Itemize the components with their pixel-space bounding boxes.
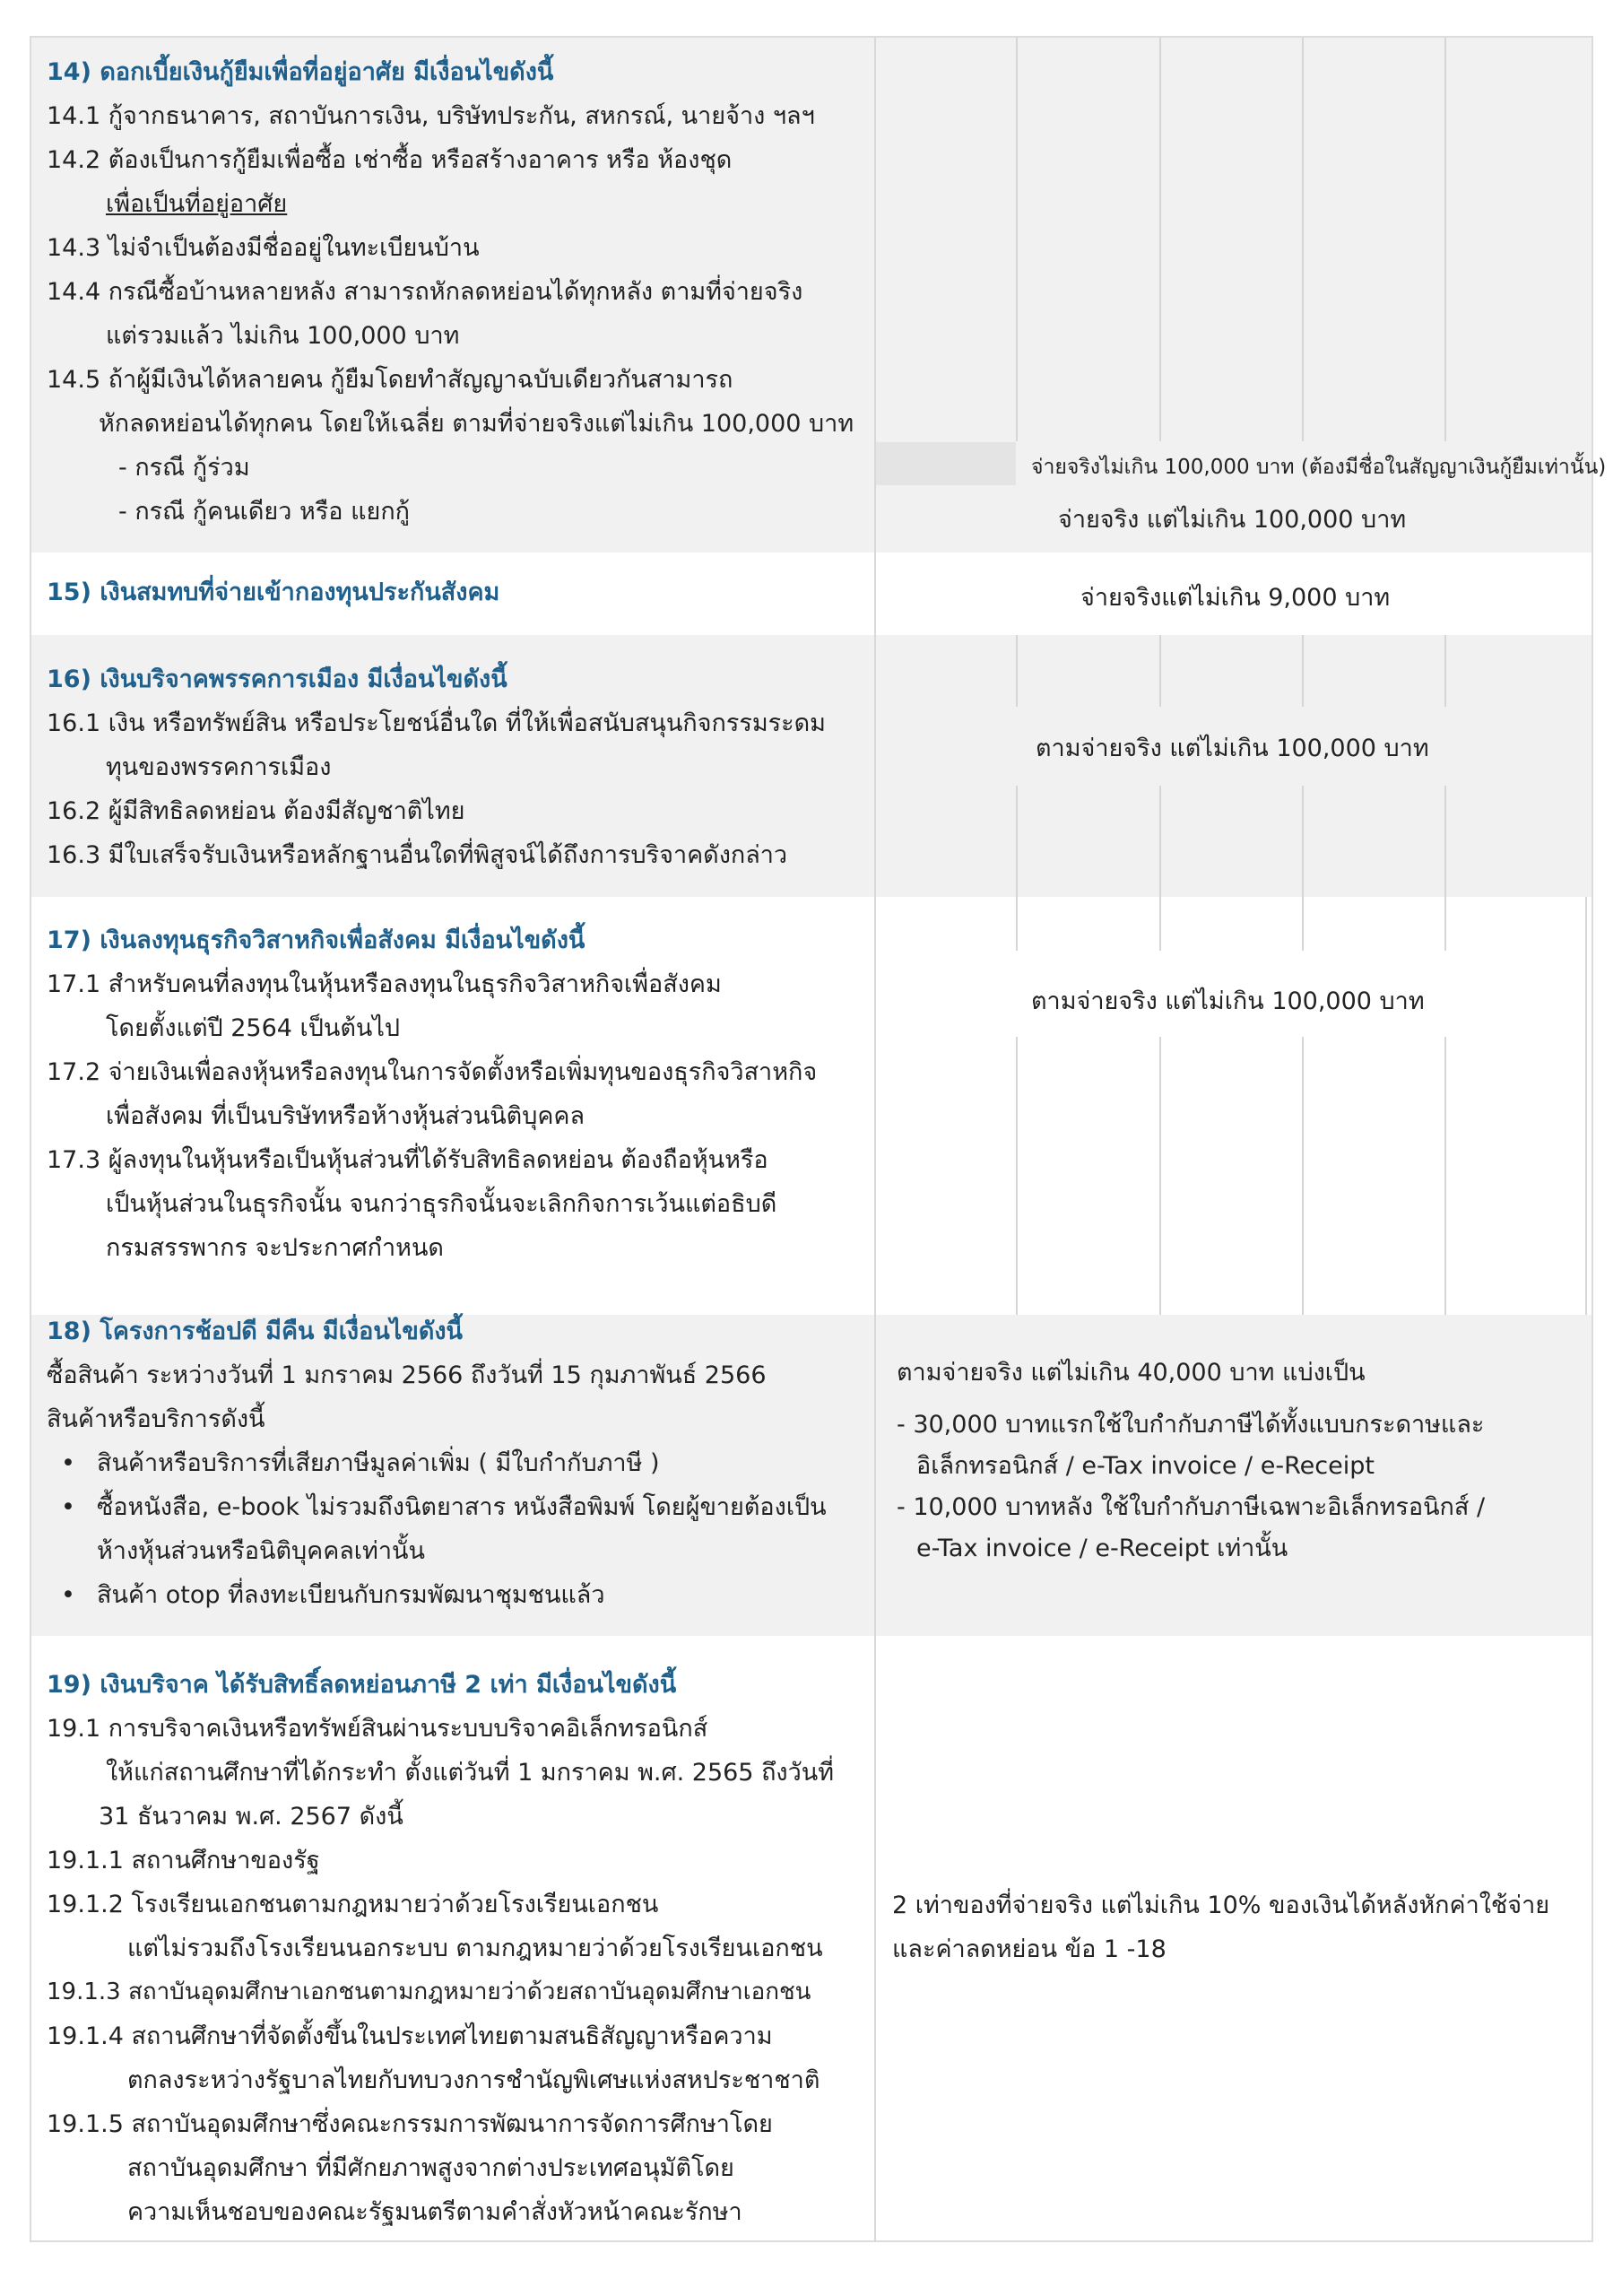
section-17-title: 17) เงินลงทุนธุรกิจวิสาหกิจเพื่อสังคม มีเงื่อนไขดังนี้ bbox=[47, 926, 585, 954]
item-18-period: ซื้อสินค้า ระหว่างวันที่ 1 มกราคม 2566 ถึงวันที่ 15 กุมภาพันธ์ 2566 bbox=[47, 1361, 767, 1389]
grid-line bbox=[1444, 38, 1446, 441]
section-18-value-second: - 10,000 บาทหลัง ใช้ใบกำกับภาษีเฉพาะอิเล็กทรอนิกส์ / bbox=[897, 1493, 1486, 1521]
item-19-1-cont: ให้แก่สถานศึกษาที่ได้กระทำ ตั้งแต่วันที่ 1 มกราคม พ.ศ. 2565 ถึงวันที่ bbox=[106, 1759, 835, 1787]
grid-line bbox=[1016, 38, 1018, 441]
item-19-1-3: 19.1.3 สถาบันอุดมศึกษาเอกชนตามกฎหมายว่าด้วยสถาบันอุดมศึกษาเอกชน bbox=[47, 1979, 811, 2005]
section-19-title: 19) เงินบริจาค ได้รับสิทธิ์ลดหย่อนภาษี 2 เท่า มีเงื่อนไขดังนี้ bbox=[47, 1671, 677, 1699]
grid-line bbox=[1302, 897, 1304, 951]
item-14-5: 14.5 ถ้าผู้มีเงินได้หลายคน กู้ยืมโดยทำสัญญาฉบับเดียวกันสามารถ bbox=[47, 366, 733, 394]
grid-line bbox=[1016, 897, 1018, 951]
section-18-value-total: ตามจ่ายจริง แต่ไม่เกิน 40,000 บาท แบ่งเป็น bbox=[897, 1359, 1366, 1387]
section-17-left bbox=[47, 918, 863, 1270]
section-15-left bbox=[47, 570, 863, 614]
item-19-1-1: 19.1.1 สถานศึกษาของรัฐ bbox=[47, 1847, 320, 1874]
item-14-6: - กรณี กู้ร่วม bbox=[118, 454, 250, 482]
row-14-cell-shade bbox=[876, 442, 1016, 485]
grid-line bbox=[1016, 1037, 1018, 1315]
item-17-2-cont: เพื่อสังคม ที่เป็นบริษัทหรือห้างหุ้นส่วนนิติบุคคล bbox=[106, 1102, 585, 1130]
section-14-value-single: จ่ายจริง แต่ไม่เกิน 100,000 บาท bbox=[1058, 506, 1407, 534]
section-15-title: 15) เงินสมทบที่จ่ายเข้ากองทุนประกันสังคม bbox=[47, 578, 500, 606]
item-16-1: 16.1 เงิน หรือทรัพย์สิน หรือประโยชน์อื่นใด ที่ให้เพื่อสนับสนุนกิจกรรมระดม bbox=[47, 709, 826, 737]
item-19-1-4-cont: ตกลงระหว่างรัฐบาลไทยกับทบวงการชำนัญพิเศษแห่งสหประชาชาติ bbox=[127, 2066, 820, 2094]
section-14-title: 14) ดอกเบี้ยเงินกู้ยืมเพื่อที่อยู่อาศัย มีเงื่อนไขดังนี้ bbox=[47, 58, 554, 86]
grid-line bbox=[1159, 786, 1161, 897]
grid-line bbox=[1159, 38, 1161, 441]
item-17-3-cont: เป็นหุ้นส่วนในธุรกิจนั้น จนกว่าธุรกิจนั้นจะเลิกกิจการเว้นแต่อธิบดี bbox=[106, 1190, 777, 1218]
item-19-1-5-cont: สถาบันอุดมศึกษา ที่มีศักยภาพสูงจากต่างประเทศอนุมัติโดย bbox=[127, 2154, 734, 2182]
item-19-1-4: 19.1.4 สถานศึกษาที่จัดตั้งขึ้นในประเทศไทยตามสนธิสัญญาหรือความ bbox=[47, 2022, 773, 2050]
item-18-bullet-1: • สินค้าหรือบริการที่เสียภาษีมูลค่าเพิ่ม ( มีใบกำกับภาษี ) bbox=[47, 1441, 863, 1485]
bullet-icon: • bbox=[61, 1493, 75, 1521]
section-17-value: ตามจ่ายจริง แต่ไม่เกิน 100,000 บาท bbox=[1031, 987, 1425, 1015]
item-14-2-cont: เพื่อเป็นที่อยู่อาศัย bbox=[106, 190, 288, 218]
item-14-2: 14.2 ต้องเป็นการกู้ยืมเพื่อซื้อ เช่าซื้อ หรือสร้างอาคาร หรือ ห้องชุด bbox=[47, 146, 733, 174]
item-19-1-5: 19.1.5 สถาบันอุดมศึกษาซึ่งคณะกรรมการพัฒนาการจัดการศึกษาโดย bbox=[47, 2110, 773, 2138]
grid-line bbox=[1302, 786, 1304, 897]
grid-line bbox=[1444, 1037, 1446, 1315]
section-16-value: ตามจ่ายจริง แต่ไม่เกิน 100,000 บาท bbox=[1036, 735, 1429, 762]
item-19-1-cont2: 31 ธันวาคม พ.ศ. 2567 ดังนี้ bbox=[99, 1803, 403, 1831]
grid-line bbox=[1159, 635, 1161, 707]
section-15-value: จ่ายจริงแต่ไม่เกิน 9,000 บาท bbox=[1080, 584, 1391, 612]
grid-line bbox=[1016, 786, 1018, 897]
section-18-values bbox=[897, 1352, 1485, 1570]
item-14-3: 14.3 ไม่จำเป็นต้องมีชื่ออยู่ในทะเบียนบ้าน bbox=[47, 234, 480, 262]
grid-line bbox=[1016, 635, 1018, 707]
grid-line bbox=[1585, 897, 1587, 1315]
section-16-title: 16) เงินบริจาคพรรคการเมือง มีเงื่อนไขดังนี้ bbox=[47, 665, 507, 693]
bullet-icon: • bbox=[61, 1449, 75, 1477]
grid-line bbox=[1444, 635, 1446, 707]
item-17-3: 17.3 ผู้ลงทุนในหุ้นหรือเป็นหุ้นส่วนที่ได้รับสิทธิลดหย่อน ต้องถือหุ้นหรือ bbox=[47, 1146, 768, 1174]
section-18-value-first-cont: อิเล็กทรอนิกส์ / e-Tax invoice / e-Receipt bbox=[916, 1452, 1375, 1480]
grid-line bbox=[1159, 1037, 1161, 1315]
grid-line bbox=[1302, 1037, 1304, 1315]
item-18-goods-heading: สินค้าหรือบริการดังนี้ bbox=[47, 1405, 265, 1433]
section-19-value-cont: และค่าลดหย่อน ข้อ 1 -18 bbox=[892, 1935, 1167, 1963]
section-14-value-joint: จ่ายจริงไม่เกิน 100,000 บาท (ต้องมีชื่อในสัญญาเงินกู้ยืมเท่านั้น) bbox=[1031, 456, 1607, 479]
item-16-2: 16.2 ผู้มีสิทธิลดหย่อน ต้องมีสัญชาติไทย bbox=[47, 797, 465, 825]
section-14-left bbox=[47, 50, 863, 534]
section-19-value: 2 เท่าของที่จ่ายจริง แต่ไม่เกิน 10% ของเงินได้หลังหักค่าใช้จ่าย bbox=[892, 1892, 1550, 1919]
item-17-1-cont: โดยตั้งแต่ปี 2564 เป็นต้นไป bbox=[106, 1014, 401, 1042]
item-14-4: 14.4 กรณีซื้อบ้านหลายหลัง สามารถหักลดหย่อนได้ทุกหลัง ตามที่จ่ายจริง bbox=[47, 278, 803, 306]
item-18-bullet-2-cont: ห้างหุ้นส่วนหรือนิติบุคคลเท่านั้น bbox=[97, 1537, 425, 1565]
item-19-1-2: 19.1.2 โรงเรียนเอกชนตามกฎหมายว่าด้วยโรงเรียนเอกชน bbox=[47, 1891, 659, 1918]
item-18-bullet-2: • ซื้อหนังสือ, e-book ไม่รวมถึงนิตยาสาร หนังสือพิมพ์ โดยผู้ขายต้องเป็น bbox=[47, 1485, 863, 1529]
item-14-1: 14.1 กู้จากธนาคาร, สถาบันการเงิน, บริษัทประกัน, สหกรณ์, นายจ้าง ฯลฯ bbox=[47, 102, 815, 130]
item-16-1-cont: ทุนของพรรคการเมือง bbox=[106, 753, 332, 781]
item-19-1-2-cont: แต่ไม่รวมถึงโรงเรียนนอกระบบ ตามกฎหมายว่าด้วยโรงเรียนเอกชน bbox=[127, 1935, 823, 1962]
item-17-1: 17.1 สำหรับคนที่ลงทุนในหุ้นหรือลงทุนในธุรกิจวิสาหกิจเพื่อสังคม bbox=[47, 970, 722, 998]
item-14-7: - กรณี กู้คนเดียว หรือ แยกกู้ bbox=[118, 498, 411, 526]
item-18-bullet-3: • สินค้า otop ที่ลงทะเบียนกับกรมพัฒนาชุมชนแล้ว bbox=[47, 1573, 863, 1617]
grid-line bbox=[1444, 786, 1446, 897]
section-16-left bbox=[47, 657, 863, 877]
item-14-4-cont: แต่รวมแล้ว ไม่เกิน 100,000 บาท bbox=[106, 322, 460, 350]
item-19-1: 19.1 การบริจาคเงินหรือทรัพย์สินผ่านระบบบริจาคอิเล็กทรอนิกส์ bbox=[47, 1715, 708, 1743]
grid-line bbox=[1444, 897, 1446, 951]
item-16-3: 16.3 มีใบเสร็จรับเงินหรือหลักฐานอื่นใดที่พิสูจน์ได้ถึงการบริจาคดังกล่าว bbox=[47, 841, 788, 869]
section-19-left bbox=[47, 1663, 863, 2234]
item-17-2: 17.2 จ่ายเงินเพื่อลงหุ้นหรือลงทุนในการจัดตั้งหรือเพิ่มทุนของธุรกิจวิสาหกิจ bbox=[47, 1058, 818, 1086]
column-divider bbox=[874, 38, 876, 2242]
item-14-5-cont: หักลดหย่อนได้ทุกคน โดยให้เฉลี่ย ตามที่จ่ายจริงแต่ไม่เกิน 100,000 บาท bbox=[99, 410, 854, 438]
grid-line bbox=[1159, 897, 1161, 951]
item-19-1-5-cont2: ความเห็นชอบของคณะรัฐมนตรีตามคำสั่งหัวหน้าคณะรักษา bbox=[127, 2198, 742, 2226]
section-18-left bbox=[47, 1309, 863, 1617]
section-19-values bbox=[892, 1883, 1549, 1971]
grid-line bbox=[1302, 38, 1304, 441]
grid-line bbox=[1302, 635, 1304, 707]
section-18-title: 18) โครงการช้อปดี มีคืน มีเงื่อนไขดังนี้ bbox=[47, 1318, 463, 1345]
item-17-3-cont2: กรมสรรพากร จะประกาศกำหนด bbox=[106, 1234, 444, 1262]
bullet-icon: • bbox=[61, 1581, 75, 1609]
section-18-value-first: - 30,000 บาทแรกใช้ใบกำกับภาษีได้ทั้งแบบกระดาษและ bbox=[897, 1411, 1485, 1439]
section-18-value-second-cont: e-Tax invoice / e-Receipt เท่านั้น bbox=[916, 1535, 1288, 1562]
